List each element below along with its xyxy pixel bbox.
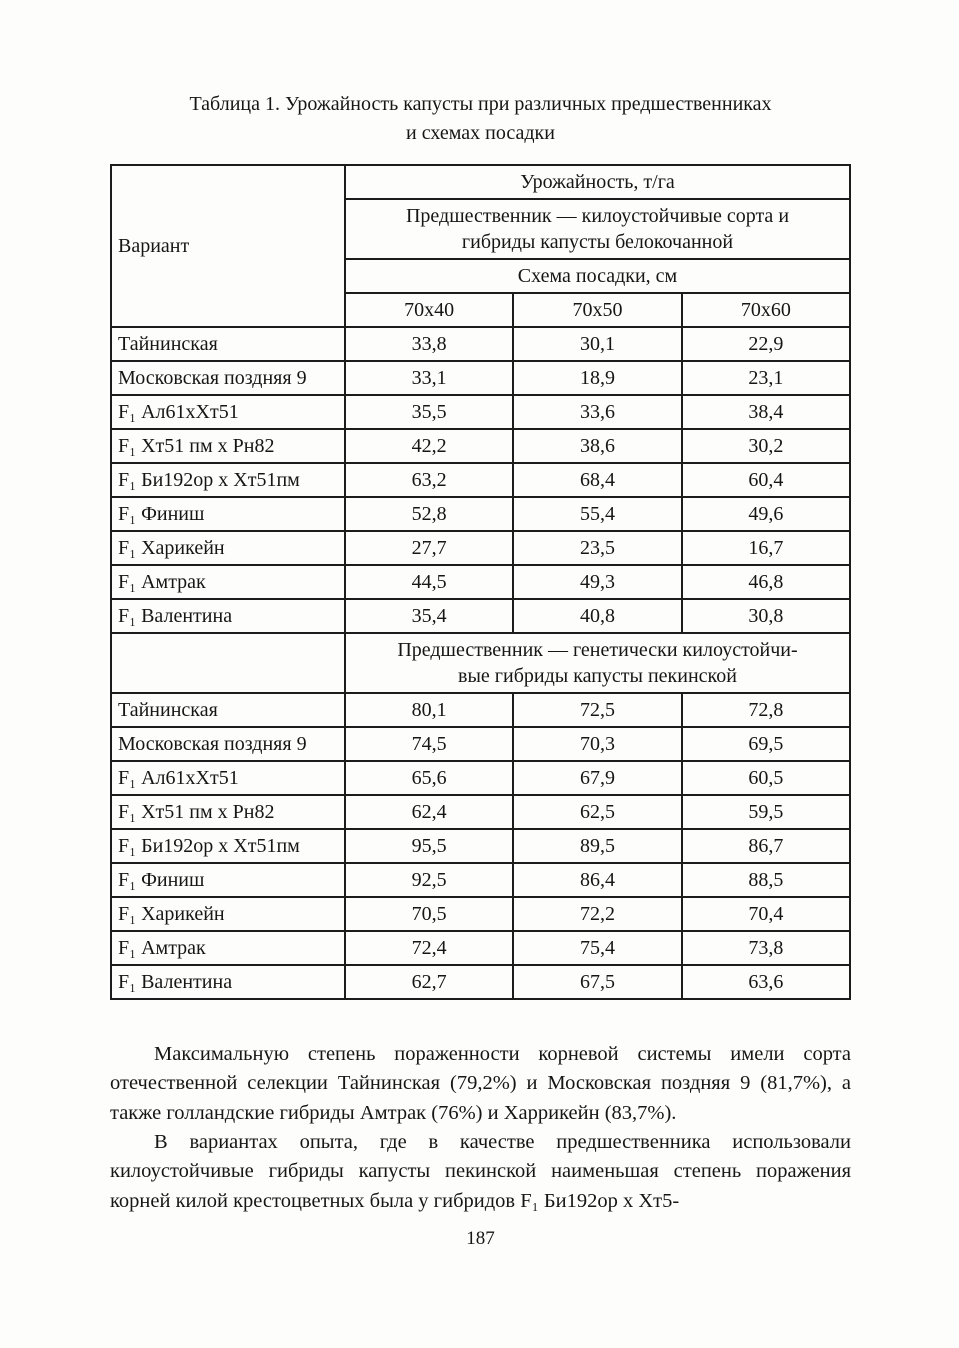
variant-name-cell: F₁ Хт51 пм х Рн82 (111, 795, 345, 829)
table-row (111, 863, 850, 897)
yield-value-cell: 30,8 (682, 599, 850, 633)
yield-value-cell: 63,6 (682, 965, 850, 999)
body-paragraph-1: Максимальную степень пораженности корневой системы имели сорта отечественной селекции Тайнинская (79,2%) и Московская поздняя 9 (81,7%), а также голландские гибриды Амтрак (76%) и Харрикейн (83,7%). (110, 1043, 851, 1124)
yield-value-cell: 49,6 (682, 497, 850, 531)
yield-value-cell: 65,6 (345, 761, 513, 795)
yield-value-cell: 86,7 (682, 829, 850, 863)
yield-value-cell: 55,4 (513, 497, 681, 531)
variant-name-cell: F₁ Амтрак (111, 931, 345, 965)
table-row (111, 361, 850, 395)
yield-value-cell: 88,5 (682, 863, 850, 897)
yield-value-cell: 75,4 (513, 931, 681, 965)
yield-value-cell: 42,2 (345, 429, 513, 463)
variant-name-cell: F₁ Ал61хХт51 (111, 761, 345, 795)
table-row (111, 795, 850, 829)
yield-value-cell: 95,5 (345, 829, 513, 863)
variant-name-cell: F₁ Хт51 пм х Рн82 (111, 429, 345, 463)
variant-name-cell: F₁ Би192ор х Хт51пм (111, 829, 345, 863)
empty-cell (111, 633, 345, 693)
variant-name-cell: F₁ Харикейн (111, 531, 345, 565)
yield-value-cell: 62,7 (345, 965, 513, 999)
yield-value-cell: 38,4 (682, 395, 850, 429)
yield-value-cell: 72,4 (345, 931, 513, 965)
table-row (111, 727, 850, 761)
yield-value-cell: 80,1 (345, 693, 513, 727)
yield-value-cell: 72,2 (513, 897, 681, 931)
table-row (111, 829, 850, 863)
yield-value-cell: 86,4 (513, 863, 681, 897)
yield-value-cell: 16,7 (682, 531, 850, 565)
predecessor-white-cabbage-header (345, 199, 850, 259)
yield-value-cell: 60,4 (682, 463, 850, 497)
yield-value-cell: 68,4 (513, 463, 681, 497)
yield-value-cell: 35,4 (345, 599, 513, 633)
yield-value-cell: 67,5 (513, 965, 681, 999)
table-row (111, 463, 850, 497)
body-text (110, 1040, 851, 1216)
yield-value-cell: 49,3 (513, 565, 681, 599)
yield-value-cell: 46,8 (682, 565, 850, 599)
table-row (111, 599, 850, 633)
yield-value-cell: 72,8 (682, 693, 850, 727)
variant-name-cell: Московская поздняя 9 (111, 727, 345, 761)
yield-table (110, 164, 851, 1000)
table-row (111, 327, 850, 361)
yield-value-cell: 70,5 (345, 897, 513, 931)
yield-value-cell: 23,5 (513, 531, 681, 565)
header-line: Предшественник — генетически килоустойчи- (397, 639, 798, 661)
yield-value-cell: 63,2 (345, 463, 513, 497)
column-header-70x40: 70х40 (345, 293, 513, 327)
yield-value-cell: 59,5 (682, 795, 850, 829)
yield-header: Урожайность, т/га (345, 165, 850, 199)
table-caption-line-2: и схемах посадки (406, 122, 555, 144)
predecessor-peking-cabbage-header (345, 633, 850, 693)
yield-value-cell: 60,5 (682, 761, 850, 795)
table-row (111, 965, 850, 999)
variant-name-cell: F₁ Ал61хХт51 (111, 395, 345, 429)
table-row (111, 931, 850, 965)
yield-value-cell: 27,7 (345, 531, 513, 565)
variant-name-cell: F₁ Харикейн (111, 897, 345, 931)
page-number: 187 (466, 1227, 495, 1249)
yield-value-cell: 35,5 (345, 395, 513, 429)
table-row (111, 497, 850, 531)
yield-value-cell: 22,9 (682, 327, 850, 361)
yield-value-cell: 30,1 (513, 327, 681, 361)
header-line: гибриды капусты белокочанной (461, 231, 734, 253)
variant-name-cell: F₁ Валентина (111, 965, 345, 999)
yield-value-cell: 92,5 (345, 863, 513, 897)
yield-value-cell: 74,5 (345, 727, 513, 761)
yield-value-cell: 67,9 (513, 761, 681, 795)
yield-value-cell: 18,9 (513, 361, 681, 395)
header-line: Предшественник — килоустойчивые сорта и (405, 205, 790, 227)
table-row (111, 429, 850, 463)
table-row (111, 565, 850, 599)
header-line: вые гибриды капусты пекинской (458, 665, 737, 687)
variant-name-cell: Московская поздняя 9 (111, 361, 345, 395)
variant-name-cell: Тайнинская (111, 693, 345, 727)
yield-value-cell: 38,6 (513, 429, 681, 463)
table-row (111, 897, 850, 931)
variant-name-cell: F₁ Амтрак (111, 565, 345, 599)
yield-value-cell: 52,8 (345, 497, 513, 531)
table-row (111, 531, 850, 565)
yield-value-cell: 33,1 (345, 361, 513, 395)
variant-column-header: Вариант (111, 165, 345, 327)
table-caption (120, 90, 841, 148)
section-header-row (111, 633, 850, 693)
yield-value-cell: 73,8 (682, 931, 850, 965)
yield-value-cell: 44,5 (345, 565, 513, 599)
yield-value-cell: 69,5 (682, 727, 850, 761)
variant-name-cell: F₁ Финиш (111, 497, 345, 531)
table-row (111, 693, 850, 727)
planting-scheme-header: Схема посадки, см (345, 259, 850, 293)
variant-name-cell: F₁ Валентина (111, 599, 345, 633)
variant-name-cell: F₁ Финиш (111, 863, 345, 897)
yield-value-cell: 30,2 (682, 429, 850, 463)
column-header-70x50: 70х50 (513, 293, 681, 327)
yield-value-cell: 23,1 (682, 361, 850, 395)
column-header-70x60: 70х60 (682, 293, 850, 327)
variant-name-cell: Тайнинская (111, 327, 345, 361)
variant-name-cell: F₁ Би192ор х Хт51пм (111, 463, 345, 497)
yield-value-cell: 33,8 (345, 327, 513, 361)
yield-value-cell: 33,6 (513, 395, 681, 429)
body-paragraph-2: В вариантах опыта, где в качестве предшественника использовали килоустойчивые гибриды капусты пекинской наименьшая степень поражения корней килой крестоцветных была у гибридов F₁ Би192ор х Хт5- (110, 1130, 851, 1212)
table-caption-line-1: Таблица 1. Урожайность капусты при различных предшественниках (189, 93, 772, 115)
yield-value-cell: 72,5 (513, 693, 681, 727)
table-row (111, 395, 850, 429)
yield-value-cell: 40,8 (513, 599, 681, 633)
table-row (111, 761, 850, 795)
yield-value-cell: 89,5 (513, 829, 681, 863)
yield-value-cell: 70,4 (682, 897, 850, 931)
yield-value-cell: 62,5 (513, 795, 681, 829)
yield-value-cell: 62,4 (345, 795, 513, 829)
table-header-row (111, 165, 850, 199)
yield-value-cell: 70,3 (513, 727, 681, 761)
